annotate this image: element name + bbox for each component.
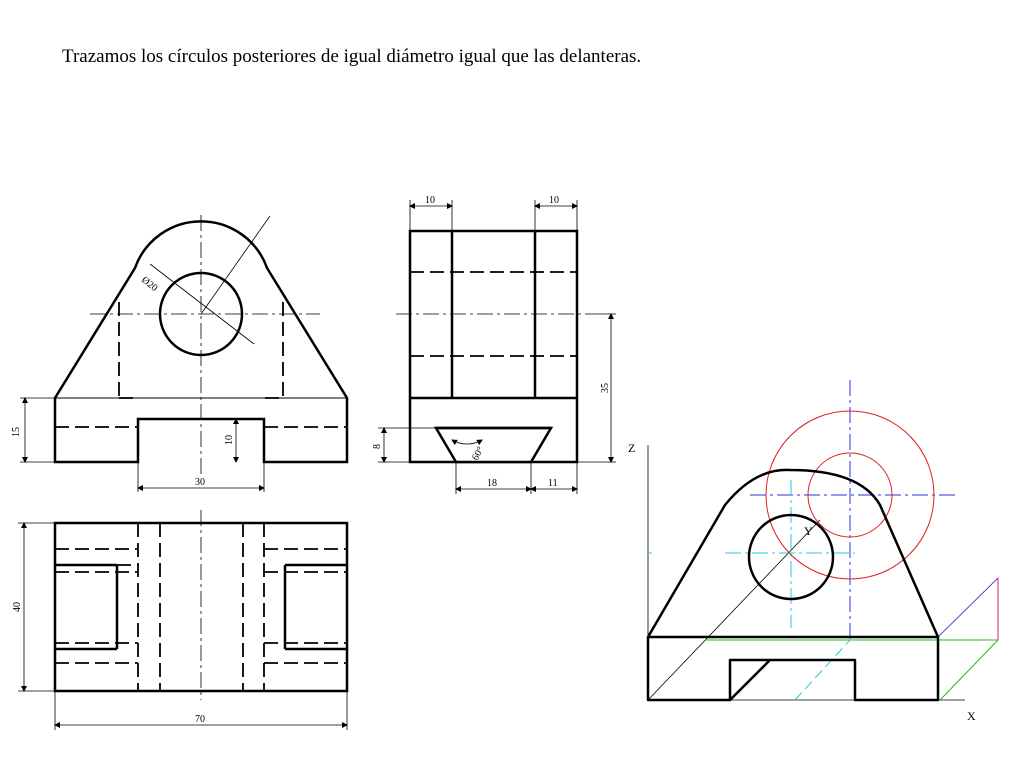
front-slot-width-label: 30 [195, 477, 205, 488]
side-view [372, 195, 616, 494]
side-height-label: 35 [600, 383, 611, 393]
top-view [12, 510, 347, 730]
front-slot-depth-label: 10 [224, 435, 235, 445]
side-offset-label: 11 [548, 478, 558, 489]
axis-z-label: Z [628, 441, 636, 455]
front-height-label: 15 [11, 427, 22, 437]
side-angle-label: 60° [470, 444, 487, 463]
top-depth-label: 40 [12, 602, 23, 612]
front-view [11, 215, 347, 492]
axis-y-label: Y [804, 524, 813, 538]
side-groove-width-label: 18 [487, 478, 497, 489]
top-length-label: 70 [195, 714, 205, 725]
side-groove-depth-label: 8 [372, 444, 383, 449]
side-right-width-label: 10 [549, 195, 559, 206]
front-diameter-label: Ø20 [139, 274, 160, 294]
side-left-width-label: 10 [425, 195, 435, 206]
caption-text: Trazamos los círculos posteriores de igual diámetro igual que las delanteras. [62, 46, 642, 67]
isometric-view [628, 380, 998, 723]
axis-x-label: X [967, 709, 976, 723]
